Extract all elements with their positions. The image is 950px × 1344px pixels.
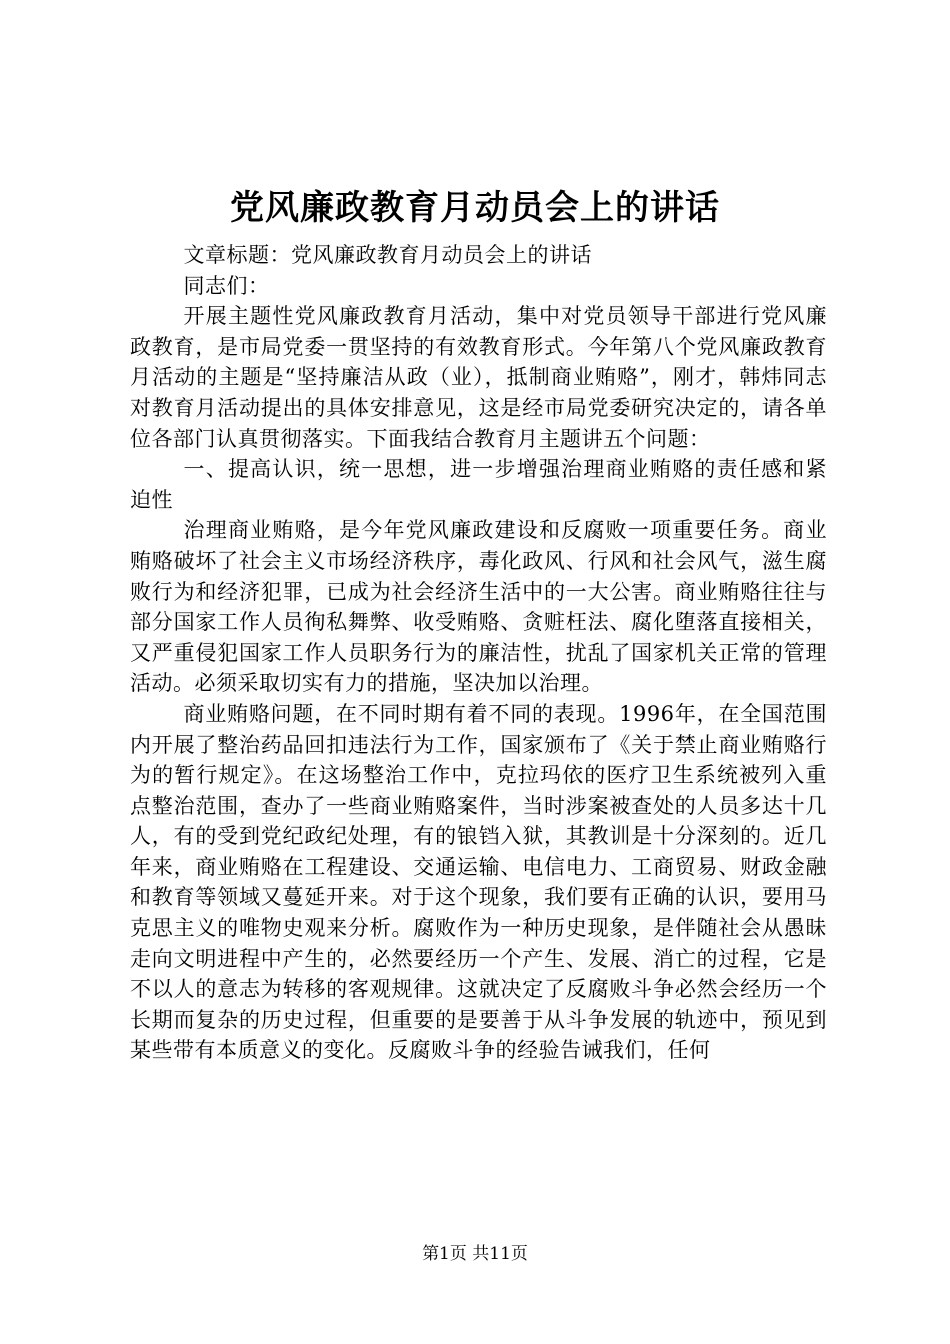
section-heading: 一、提高认识，统一思想，进一步增强治理商业贿赂的责任感和紧迫性: [130, 457, 827, 512]
page-title: 党风廉政教育月动员会上的讲话: [230, 188, 720, 228]
salutation: 同志们：: [183, 273, 270, 298]
paragraph: 治理商业贿赂，是今年党风廉政建设和反腐败一项重要任务。商业贿赂破坏了社会主义市场经济秩序，毒化政风、行风和社会风气，滋生腐败行为和经济犯罪，已成为社会经济生活中的一大公害。商业贿赂往往与部分国家工作人员徇私舞弊、收受贿赂、贪赃枉法、腐化堕落直接相关，又严重侵犯国家工作人员职务行为的廉洁性，扰乱了国家机关正常的管理活动。必须采取切实有力的措施，坚决加以治理。: [130, 518, 827, 696]
paragraph: 开展主题性党风廉政教育月活动，集中对党员领导干部进行党风廉政教育，是市局党委一贯坚持的有效教育形式。今年第八个党风廉政教育月活动的主题是“坚持廉洁从政（业），抵制商业贿赂”，刚才，韩炜同志对教育月活动提出的具体安排意见，这是经市局党委研究决定的，请各单位各部门认真贯彻落实。下面我结合教育月主题讲五个问题：: [130, 304, 827, 451]
paragraph: 商业贿赂问题，在不同时期有着不同的表现。1996年，在全国范围内开展了整治药品回扣违法行为工作，国家颁布了《关于禁止商业贿赂行为的暂行规定》。在这场整治工作中，克拉玛依的医疗卫生系统被列入重点整治范围，查办了一些商业贿赂案件，当时涉案被查处的人员多达十几人，有的受到党纪政纪处理，有的锒铛入狱，其教训是十分深刻的。近几年来，商业贿赂在工程建设、交通运输、电信电力、工商贸易、财政金融和教育等领域又蔓延开来。对于这个现象，我们要有正确的认识，要用马克思主义的唯物史观来分析。腐败作为一种历史现象，是伴随社会从愚昧走向文明进程中产生的，必然要经历一个产生、发展、消亡的过程，它是不以人的意志为转移的客观规律。这就决定了反腐败斗争必然会经历一个长期而复杂的历史过程，但重要的是要善于从斗争发展的轨迹中，预见到某些带有本质意义的变化。反腐败斗争的经验告诫我们，任何: [130, 701, 827, 1063]
page-footer: 第1页 共11页: [422, 1244, 528, 1264]
document-body: [130, 240, 827, 1066]
article-title-line: 文章标题：党风廉政教育月动员会上的讲话: [183, 243, 593, 267]
